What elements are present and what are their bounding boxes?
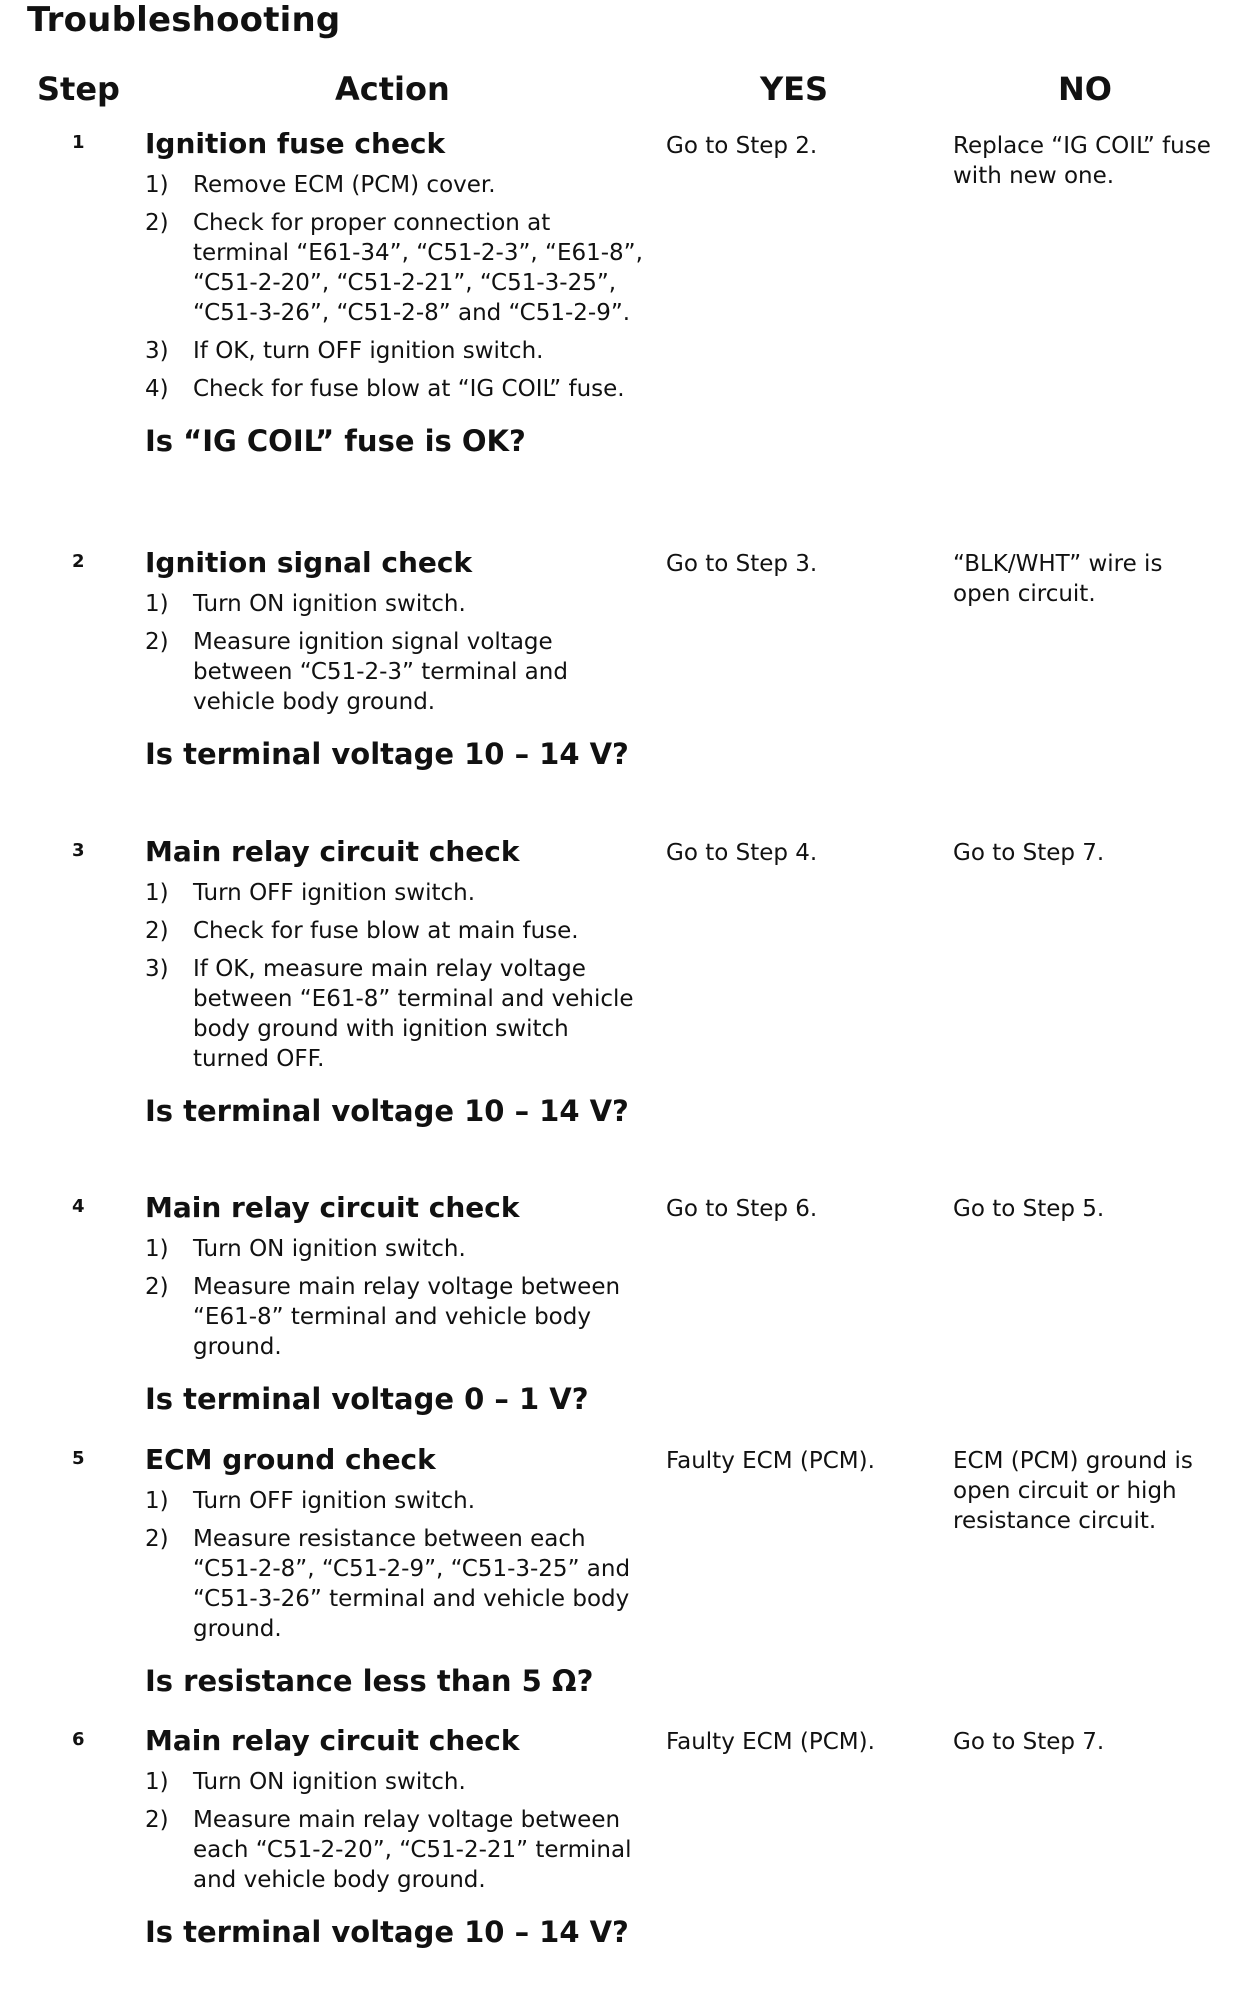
substep-number: 1) — [145, 1236, 169, 1262]
substep-text: Remove ECM (PCM) cover. — [193, 172, 496, 198]
step-action — [145, 1443, 645, 1699]
substep-text: Check for fuse blow at “IG COIL” fuse. — [193, 376, 625, 402]
substep — [145, 336, 645, 366]
substep-text: Measure resistance between each “C51-2-8”, “C51-2-9”, “C51-3-25” and “C51-3-26” terminal and vehicle body ground. — [193, 1526, 631, 1642]
step-no: ECM (PCM) ground is open circuit or high resistance circuit. — [953, 1448, 1193, 1534]
substep-number: 1) — [145, 1488, 169, 1514]
step-question: Is resistance less than 5 Ω? — [145, 1664, 594, 1698]
step-title: Ignition fuse check — [145, 127, 446, 160]
step-title: Ignition signal check — [145, 546, 473, 579]
substep-number: 4) — [145, 376, 169, 402]
substep-text: If OK, measure main relay voltage between “E61-8” terminal and vehicle body ground with ignition switch turned OFF. — [193, 956, 634, 1072]
substep-number: 2) — [145, 629, 169, 655]
substep — [145, 954, 645, 1074]
substep-number: 2) — [145, 1807, 169, 1833]
substep — [145, 1524, 645, 1644]
step-no: Go to Step 7. — [953, 840, 1105, 866]
substep-text: Turn ON ignition switch. — [193, 1769, 466, 1795]
substep-number: 2) — [145, 918, 169, 944]
substep — [145, 589, 645, 619]
step-number: 6 — [72, 1729, 85, 1750]
substep — [145, 170, 645, 200]
step-no: Go to Step 7. — [953, 1729, 1105, 1755]
header-step: Step — [37, 70, 120, 108]
step-question: Is terminal voltage 10 – 14 V? — [145, 1094, 629, 1128]
substep — [145, 374, 645, 404]
substep-number: 3) — [145, 338, 169, 364]
step-yes: Go to Step 2. — [666, 133, 818, 159]
step-title: Main relay circuit check — [145, 1724, 520, 1757]
step-question: Is terminal voltage 0 – 1 V? — [145, 1382, 589, 1416]
substep-text: Measure main relay voltage between each “C51-2-20”, “C51-2-21” terminal and vehicle body ground. — [193, 1807, 632, 1893]
substep-number: 1) — [145, 172, 169, 198]
step-number: 3 — [72, 840, 85, 861]
header-yes: YES — [760, 70, 829, 108]
substep-text: Turn OFF ignition switch. — [193, 880, 476, 906]
substep — [145, 1272, 645, 1362]
substep-number: 2) — [145, 1274, 169, 1300]
header-no: NO — [1058, 70, 1112, 108]
step-question: Is terminal voltage 10 – 14 V? — [145, 1915, 629, 1949]
header-action: Action — [335, 70, 450, 108]
step-action — [145, 835, 645, 1129]
step-action — [145, 1191, 645, 1417]
substep — [145, 878, 645, 908]
substep-text: If OK, turn OFF ignition switch. — [193, 338, 544, 364]
step-no: Go to Step 5. — [953, 1196, 1105, 1222]
substep-text: Turn ON ignition switch. — [193, 591, 466, 617]
substep-number: 1) — [145, 1769, 169, 1795]
substep — [145, 1805, 645, 1895]
step-title: Main relay circuit check — [145, 1191, 520, 1224]
step-title: ECM ground check — [145, 1443, 436, 1476]
substep-text: Turn ON ignition switch. — [193, 1236, 466, 1262]
page-title: Troubleshooting — [27, 0, 341, 40]
step-number: 4 — [72, 1196, 85, 1217]
substep — [145, 627, 645, 717]
step-yes: Go to Step 4. — [666, 840, 818, 866]
substep — [145, 1234, 645, 1264]
substep-number: 3) — [145, 956, 169, 982]
step-question: Is terminal voltage 10 – 14 V? — [145, 737, 629, 771]
step-no: “BLK/WHT” wire is open circuit. — [953, 551, 1163, 607]
step-yes: Faulty ECM (PCM). — [666, 1729, 875, 1755]
step-question: Is “IG COIL” fuse is OK? — [145, 424, 526, 458]
substep-text: Measure ignition signal voltage between “C51-2-3” terminal and vehicle body ground. — [193, 629, 568, 715]
substep — [145, 916, 645, 946]
step-yes: Faulty ECM (PCM). — [666, 1448, 875, 1474]
step-number: 5 — [72, 1448, 85, 1469]
substep — [145, 208, 645, 328]
step-number: 1 — [72, 132, 85, 153]
step-no: Replace “IG COIL” fuse with new one. — [953, 133, 1211, 189]
substep-text: Check for proper connection at terminal “E61-34”, “C51-2-3”, “E61-8”, “C51-2-20”, “C51-2-21”, “C51-3-25”, “C51-3-26”, “C51-2-8” and “C51-2-9”. — [193, 210, 643, 326]
step-action — [145, 1724, 645, 1950]
step-action — [145, 546, 645, 772]
substep-number: 2) — [145, 210, 169, 236]
substep-number: 1) — [145, 591, 169, 617]
substep — [145, 1767, 645, 1797]
step-yes: Go to Step 6. — [666, 1196, 818, 1222]
step-number: 2 — [72, 551, 85, 572]
step-title: Main relay circuit check — [145, 835, 520, 868]
step-action — [145, 127, 645, 459]
substep-text: Turn OFF ignition switch. — [193, 1488, 476, 1514]
substep — [145, 1486, 645, 1516]
substep-text: Check for fuse blow at main fuse. — [193, 918, 579, 944]
substep-number: 1) — [145, 880, 169, 906]
substep-number: 2) — [145, 1526, 169, 1552]
substep-text: Measure main relay voltage between “E61-8” terminal and vehicle body ground. — [193, 1274, 621, 1360]
step-yes: Go to Step 3. — [666, 551, 818, 577]
